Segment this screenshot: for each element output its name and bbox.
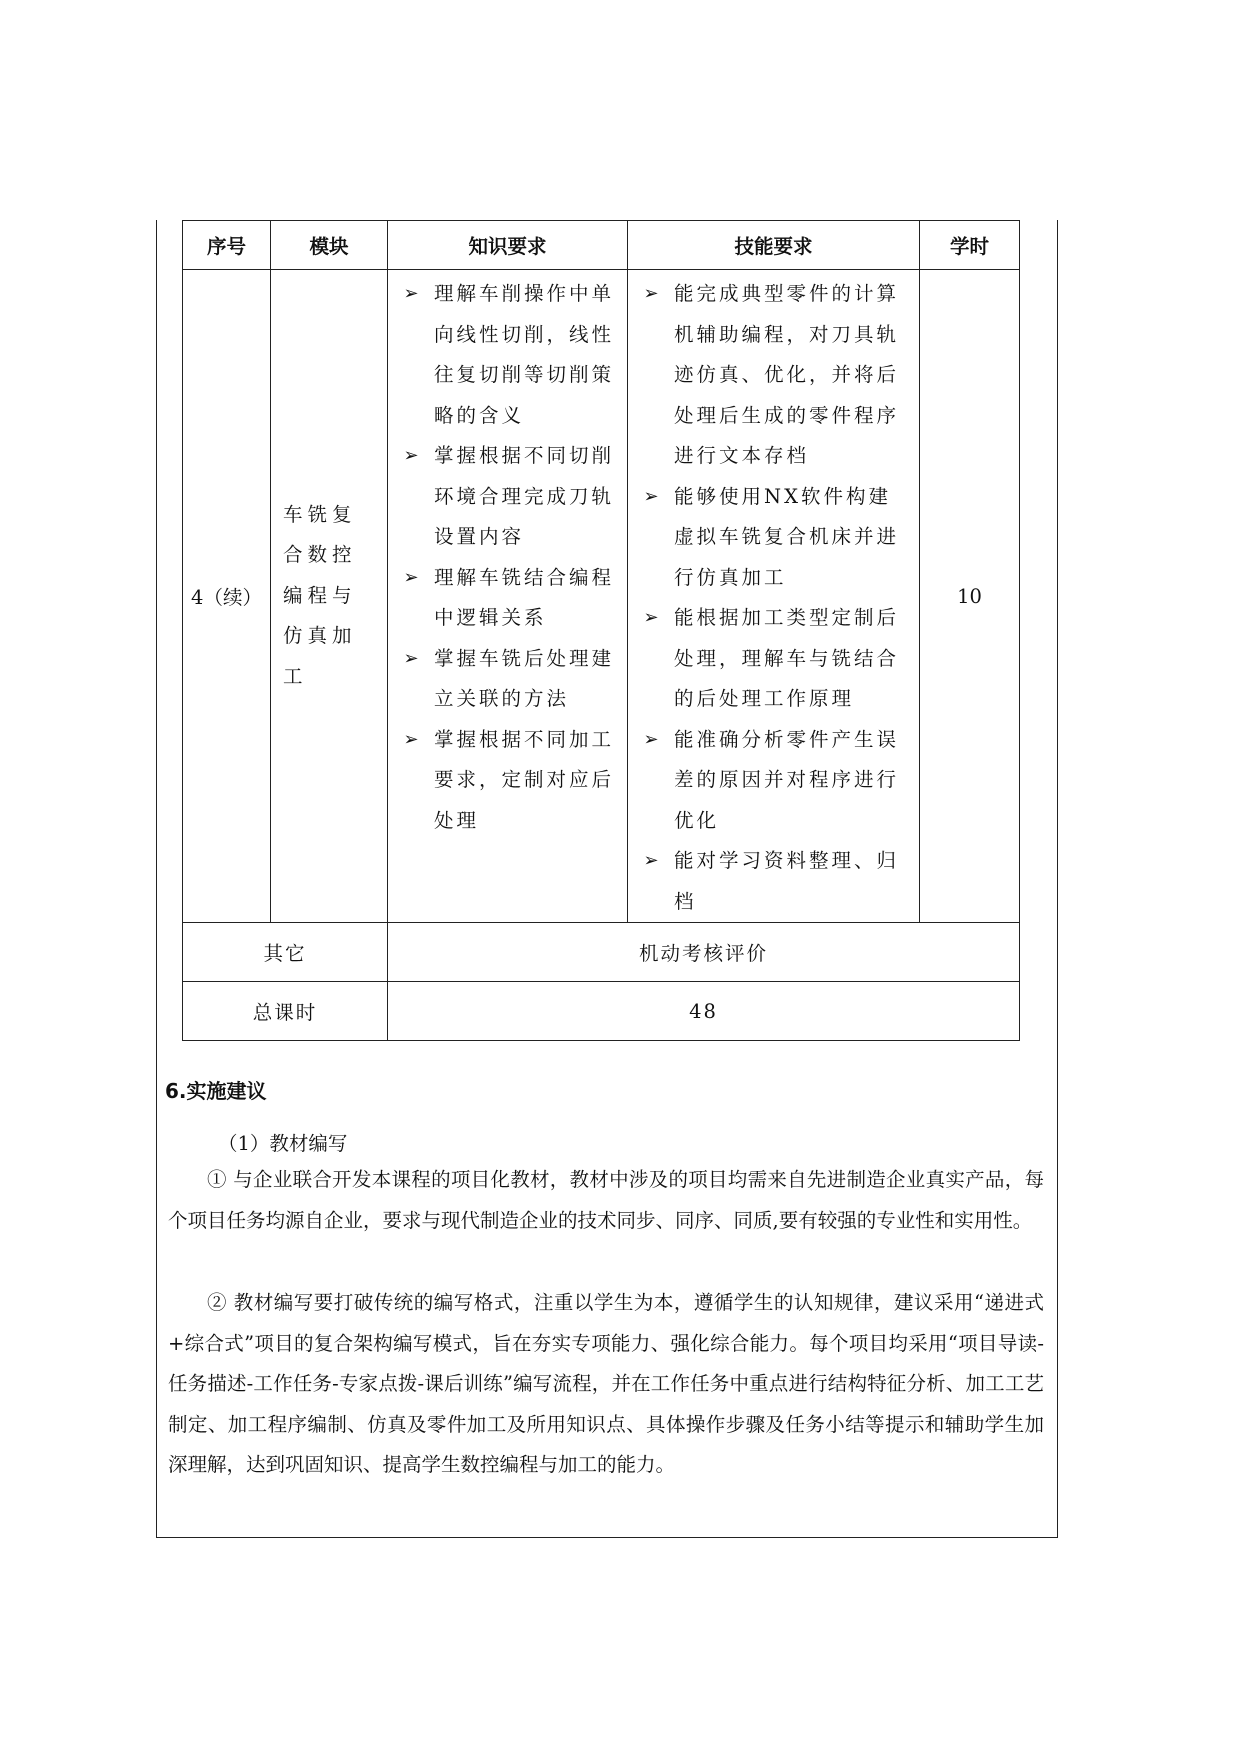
table-row — [183, 270, 1020, 923]
other-label: 其它 — [183, 923, 388, 982]
subsection-heading: （1）教材编写 — [218, 1132, 348, 1155]
skill-text: 能根据加工类型定制后处理，理解车与铣结合的后处理工作原理 — [674, 606, 900, 710]
table-header-row — [183, 221, 1020, 270]
section-title: 6.实施建议 — [165, 1079, 267, 1103]
list-item — [628, 274, 909, 477]
hours-cell: 10 — [920, 270, 1020, 923]
arrow-bullet-icon: ➢ — [403, 283, 419, 304]
list-item — [628, 477, 909, 599]
arrow-bullet-icon: ➢ — [403, 445, 419, 466]
arrow-bullet-icon: ➢ — [403, 566, 419, 588]
knowledge-text: 掌握车铣后处理建立关联的方法 — [434, 646, 615, 710]
arrow-bullet-icon: ➢ — [643, 850, 659, 871]
list-item — [628, 720, 909, 842]
skill-cell — [628, 270, 920, 923]
list-item — [388, 274, 617, 436]
list-item — [628, 598, 909, 720]
arrow-bullet-icon: ➢ — [403, 647, 419, 669]
total-row — [183, 982, 1020, 1041]
total-value: 48 — [388, 982, 1020, 1041]
arrow-bullet-icon: ➢ — [643, 607, 659, 628]
knowledge-text: 掌握根据不同切削环境合理完成刀轨设置内容 — [434, 444, 615, 548]
course-module-table — [182, 220, 1020, 1041]
knowledge-text: 理解车削操作中单向线性切削，线性往复切削等切削策略的含义 — [434, 282, 615, 427]
list-item — [388, 639, 617, 720]
paragraph-2: ② 教材编写要打破传统的编写格式，注重以学生为本，遵循学生的认知规律，建议采用“递进式+综合式”项目的复合架构编写模式，旨在夯实专项能力、强化综合能力。每个项目均采用“项目导读-任务描述-工作任务-专家点拨-课后训练”编写流程，并在工作任务中重点进行结构特征分析、加工工艺制定、加工程序编制、仿真及零件加工及所用知识点、具体操作步骤及任务小结等提示和辅助学生加深理解，达到巩固知识、提高学生数控编程与加工的能力。 — [168, 1291, 1044, 1476]
list-item — [388, 720, 617, 842]
header-knowledge: 知识要求 — [388, 221, 628, 270]
header-module: 模块 — [271, 221, 388, 270]
header-seq: 序号 — [183, 221, 271, 270]
skill-text: 能够使用NX软件构建虚拟车铣复合机床并进行仿真加工 — [674, 484, 900, 589]
knowledge-text: 掌握根据不同加工要求，定制对应后处理 — [434, 727, 615, 832]
skill-text: 能对学习资料整理、归档 — [674, 849, 900, 913]
module-cell: 车铣复合数控编程与仿真加工 — [271, 270, 388, 923]
header-skill: 技能要求 — [628, 221, 920, 270]
other-row — [183, 923, 1020, 982]
arrow-bullet-icon: ➢ — [643, 485, 659, 507]
knowledge-text: 理解车铣结合编程中逻辑关系 — [434, 565, 615, 629]
header-hours: 学时 — [920, 221, 1020, 270]
paragraph-1: ① 与企业联合开发本课程的项目化教材，教材中涉及的项目均需来自先进制造企业真实产品，每个项目任务均源自企业，要求与现代制造企业的技术同步、同序、同质,要有较强的专业性和实用性。 — [168, 1168, 1044, 1232]
list-item — [388, 558, 617, 639]
skill-text: 能完成典型零件的计算机辅助编程，对刀具轨迹仿真、优化，并将后处理后生成的零件程序进行文本存档 — [674, 282, 900, 467]
skill-text: 能准确分析零件产生误差的原因并对程序进行优化 — [674, 727, 900, 832]
arrow-bullet-icon: ➢ — [403, 728, 419, 750]
other-value: 机动考核评价 — [388, 923, 1020, 982]
arrow-bullet-icon: ➢ — [643, 283, 659, 304]
total-label: 总课时 — [183, 982, 388, 1041]
list-item — [628, 841, 909, 922]
arrow-bullet-icon: ➢ — [643, 728, 659, 750]
list-item — [388, 436, 617, 558]
knowledge-cell — [388, 270, 628, 923]
seq-cell: 4（续） — [183, 270, 271, 923]
